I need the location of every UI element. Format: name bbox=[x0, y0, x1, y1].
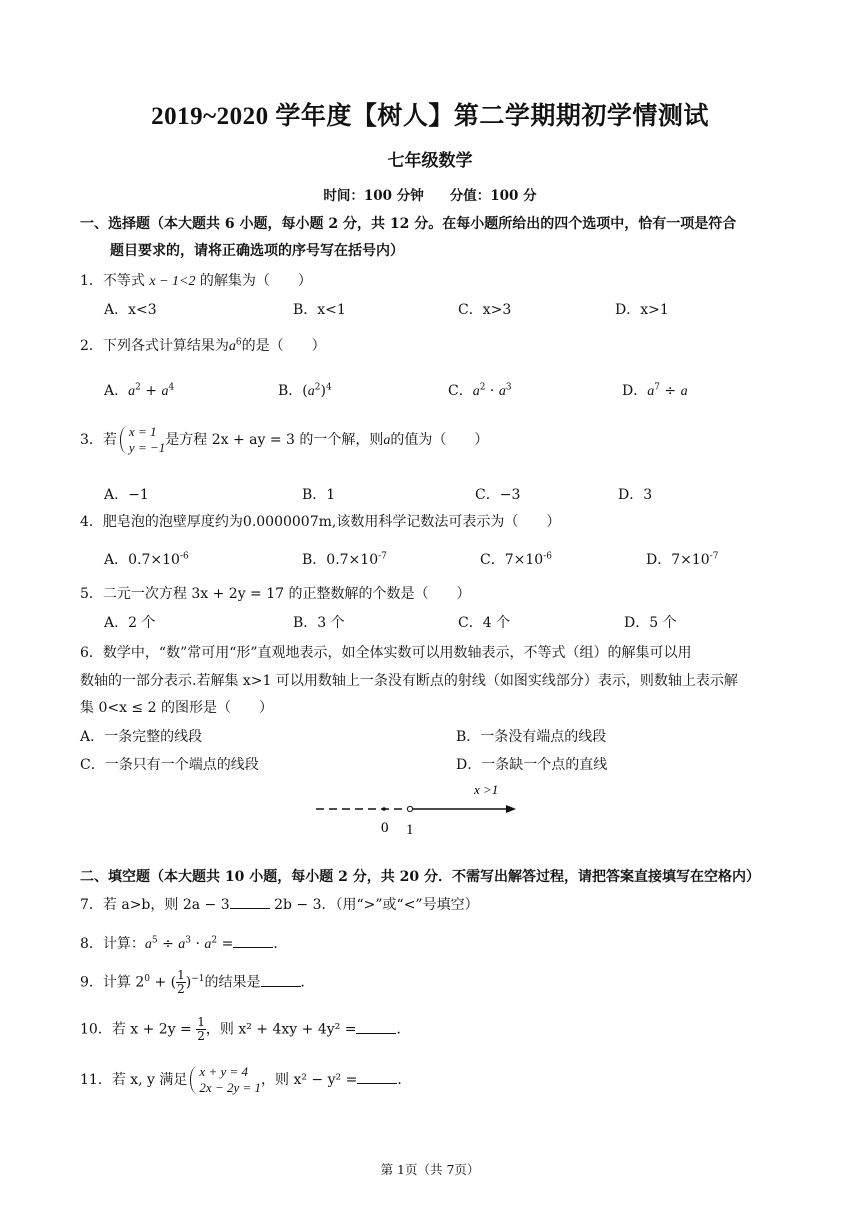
question-4: 4．肥皂泡的泡壁厚度约为0.0000007m,该数用科学记数法可表示为（ ） bbox=[80, 514, 561, 530]
answer-blank[interactable] bbox=[357, 1071, 397, 1084]
q4-option-a: A．$0.7\times 10^{-6}$ bbox=[104, 551, 189, 568]
q4-option-c: C．$7\times 10^{-6}$ bbox=[480, 551, 552, 568]
q3-option-a: A．−1 bbox=[104, 487, 149, 503]
q6-option-d: D．一条缺一个点的直线 bbox=[456, 757, 608, 773]
tick-label-1: 1 bbox=[406, 822, 414, 836]
open-circle-icon bbox=[407, 806, 412, 811]
question-11: 11．若 x, y 满足 x + y = 4 2x − 2y = 1 ，则 x² − y² = ． bbox=[80, 1064, 412, 1095]
figure-label: x >1 bbox=[474, 782, 499, 797]
q3-option-c: C．−3 bbox=[475, 487, 521, 503]
q3-option-d: D．3 bbox=[618, 487, 653, 503]
q3-equation-system: x = 1 y = −1 bbox=[117, 424, 165, 456]
question-8: 8．计算：$a^5 \div a^3 \cdot a^2$ = ． bbox=[80, 935, 288, 952]
fraction-one-half: $\frac{1}{2}$ bbox=[197, 1015, 205, 1043]
q5-option-d: D．5 个 bbox=[624, 615, 677, 631]
answer-blank[interactable] bbox=[261, 974, 301, 987]
q5-option-a: A．2 个 bbox=[104, 615, 156, 631]
section-1-heading-cont: 题目要求的，请将正确选项的序号写在括号内） bbox=[110, 243, 404, 259]
question-3: 3．若 x = 1 y = −1 是方程 2x + ay = 3 的一个解，则a的值为（ ） bbox=[80, 424, 489, 455]
q1-option-d: D．x>1 bbox=[615, 302, 669, 318]
q6-option-c: C．一条只有一个端点的线段 bbox=[80, 757, 259, 773]
question-6-line-1: 6．数学中，“数”常可用“形”直观地表示，如全体实数可以用数轴表示，不等式（组）的解集可以用 bbox=[80, 645, 692, 661]
page-subtitle: 七年级数学 bbox=[387, 151, 473, 171]
arrow-right-icon bbox=[506, 805, 516, 813]
question-10: 10．若 x + 2y = $\frac{1}{2}$ ，则 x² + 4xy + 4y² = ． bbox=[80, 1015, 411, 1043]
question-2: 2．下列各式计算结果为$a^6$的是（ ） bbox=[80, 337, 326, 354]
question-5: 5．二元一次方程 3x + 2y = 17 的正整数解的个数是（ ） bbox=[80, 586, 471, 602]
exam-score: 分值：100 分 bbox=[449, 188, 537, 204]
q5-option-c: C．4 个 bbox=[458, 615, 511, 631]
page-title: 2019~2020 学年度【树人】第二学期期初学情测试 bbox=[151, 103, 709, 130]
tick-label-0: 0 bbox=[381, 820, 389, 836]
q2-option-d: D．$a^7 \div a$ bbox=[622, 382, 688, 399]
q1-option-b: B．x<1 bbox=[293, 302, 346, 318]
answer-blank[interactable] bbox=[356, 1021, 396, 1034]
section-1-heading: 一、选择题（本大题共 6 小题，每小题 2 分，共 12 分。在每小题所给出的四个选项中，恰有一项是符合 bbox=[80, 216, 737, 232]
question-9: 9．计算 $2^0$ + ( $\frac{1}{2}$ )$^{-1}$的结果是 ． bbox=[80, 968, 315, 996]
question-1: 1．不等式 x − 1<2 的解集为（ ） bbox=[80, 273, 312, 289]
q5-option-b: B．3 个 bbox=[293, 615, 345, 631]
q11-equation-system: x + y = 4 2x − 2y = 1 bbox=[187, 1064, 261, 1096]
section-2-heading: 二、填空题（本大题共 10 小题，每小题 2 分，共 20 分．不需写出解答过程，请把答案直接填写在空格内） bbox=[80, 869, 760, 885]
q1-option-a: A．x<3 bbox=[104, 302, 157, 318]
q3-option-b: B．1 bbox=[302, 487, 336, 503]
question-6-line-3: 集 0<x ≤ 2 的图形是（ ） bbox=[80, 700, 273, 716]
q1-option-c: C．x>3 bbox=[458, 302, 512, 318]
number-line-figure bbox=[310, 776, 530, 836]
exam-meta bbox=[0, 184, 860, 204]
origin-point bbox=[382, 807, 386, 811]
q2-option-b: B．$(a^2)^4$ bbox=[278, 382, 332, 399]
q2-option-a: A．$a^2 + a^4$ bbox=[104, 382, 175, 399]
question-6-line-2: 数轴的一部分表示.若解集 x>1 可以用数轴上一条没有断点的射线（如图实线部分）表示，则数轴上表示解 bbox=[80, 673, 738, 689]
q4-option-b: B．$0.7\times 10^{-7}$ bbox=[302, 551, 387, 568]
page-footer: 第 1页（共 7页） bbox=[380, 1162, 480, 1177]
answer-blank[interactable] bbox=[230, 896, 270, 909]
q4-option-d: D．$7\times 10^{-7}$ bbox=[646, 551, 719, 568]
q2-option-c: C．$a^2 \cdot a^3$ bbox=[448, 382, 512, 399]
fraction-one-half: $\frac{1}{2}$ bbox=[177, 968, 185, 996]
q6-option-b: B．一条没有端点的线段 bbox=[456, 729, 607, 745]
exam-time: 时间：100 分钟 bbox=[323, 188, 424, 204]
answer-blank[interactable] bbox=[233, 935, 273, 948]
q6-option-a: A．一条完整的线段 bbox=[80, 729, 203, 745]
question-7: 7．若 a>b，则 2a − 3 2b − 3．（用“>”或“<”号填空） bbox=[80, 897, 479, 913]
